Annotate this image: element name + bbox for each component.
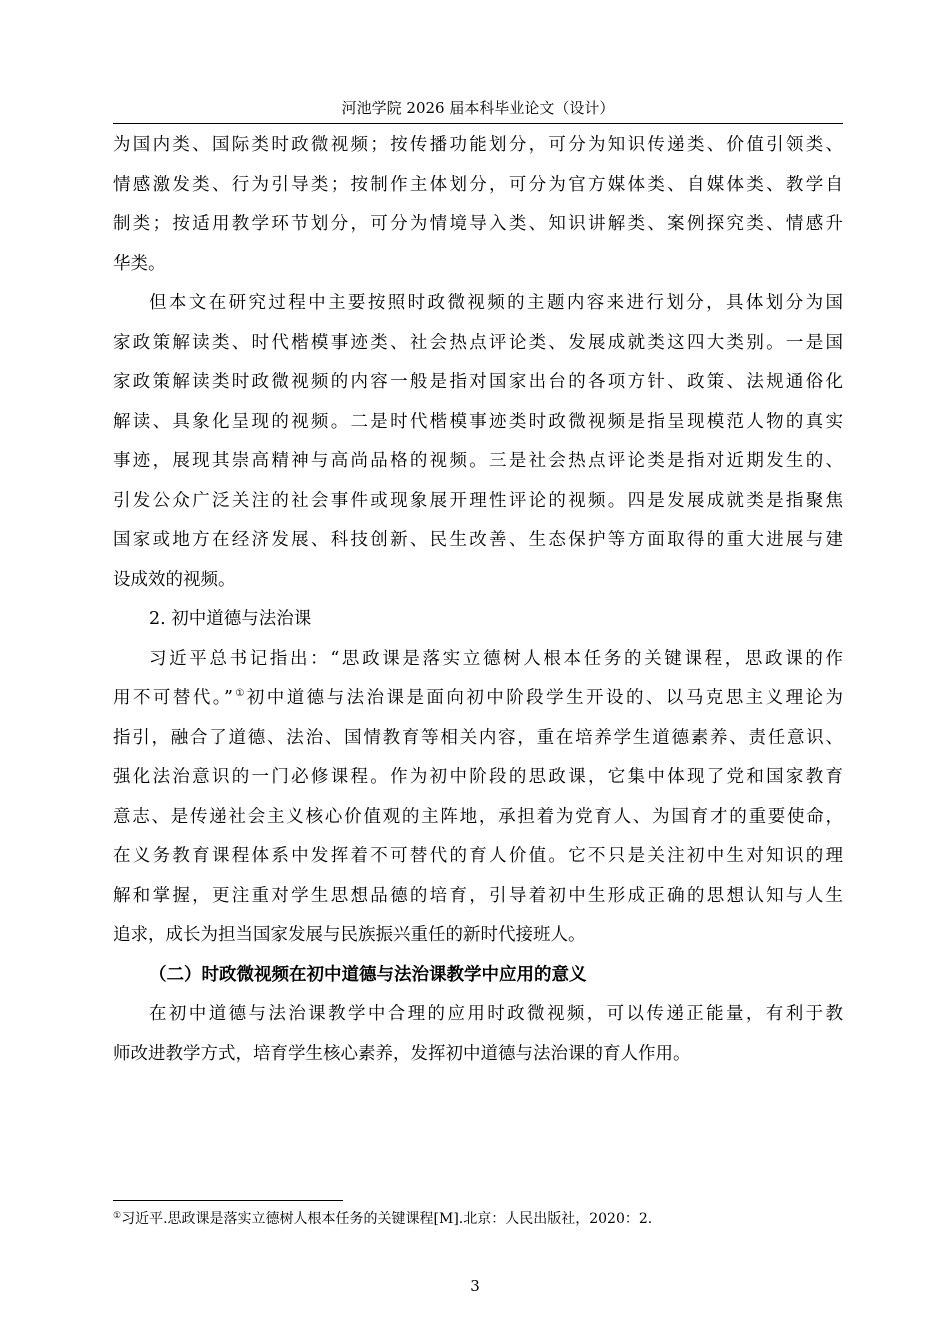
- text-line: 习近平总书记指出：“思政课是落实立德树人根本任务的关键课程，思政课的作: [149, 648, 843, 669]
- text-segment: 用不可替代。”: [113, 688, 233, 708]
- footnote-marker: ①: [113, 1211, 122, 1221]
- page-number: 3: [470, 1277, 480, 1295]
- text-line: 设成效的视频。: [113, 569, 236, 590]
- text-line: 华类。: [113, 253, 166, 274]
- text-line: 国家或地方在经济发展、科技创新、民生改善、生态保护等方面取得的重大进展与建: [113, 530, 843, 550]
- text-line: 引发公众广泛关注的社会事件或现象展开理性评论的视频。四是发展成就类是指聚焦: [113, 490, 843, 511]
- text-line: 解读、具象化呈现的视频。二是时代楷模事迹类时政微视频是指呈现模范人物的真实: [113, 411, 843, 432]
- footnote-marker: ①: [232, 688, 247, 699]
- text-line: 为国内类、国际类时政微视频；按传播功能划分，可分为知识传递类、价值引领类、: [113, 135, 843, 155]
- text-line: 在义务教育课程体系中发挥着不可替代的育人价值。它不只是关注初中生对知识的理: [113, 846, 843, 866]
- text-line: 解和掌握，更注重对学生思想品德的培育，引导着初中生形成正确的思想认知与人生: [113, 885, 843, 906]
- text-line: 家政策解读类时政微视频的内容一般是指对国家出台的各项方针、政策、法规通俗化: [113, 372, 843, 392]
- page-header: 河池学院 2026 届本科毕业论文（设计）: [341, 99, 615, 117]
- footnote: [113, 1209, 652, 1229]
- header-rule: [113, 123, 843, 124]
- section-heading: （二）时政微视频在初中道德与法治课教学中应用的意义: [149, 964, 587, 985]
- text-line: 指引，融合了道德、法治、国情教育等相关内容，重在培养学生道德素养、责任意识、: [113, 727, 843, 748]
- text-line-with-footnote: [113, 679, 843, 719]
- text-segment: 初中道德与法治课是面向初中阶段学生开设的、以马克思主义理论为: [246, 688, 843, 708]
- text-line: 但本文在研究过程中主要按照时政微视频的主题内容来进行划分，具体划分为国: [149, 293, 843, 313]
- text-line: 制类；按适用教学环节划分，可分为情境导入类、知识讲解类、案例探究类、情感升: [113, 214, 843, 234]
- text-line: 强化法治意识的一门必修课程。作为初中阶段的思政课，它集中体现了党和国家教育: [113, 767, 843, 787]
- footnote-rule: [113, 1200, 343, 1201]
- text-line: 事迹，展现其崇高精神与高尚品格的视频。三是社会热点评论类是指对近期发生的、: [113, 451, 843, 471]
- text-line: 家政策解读类、时代楷模事迹类、社会热点评论类、发展成就类这四大类别。一是国: [113, 332, 843, 353]
- text-line: 意志、是传递社会主义核心价值观的主阵地，承担着为党育人、为国育才的重要使命，: [113, 806, 843, 827]
- footnote-text: 习近平.思政课是落实立德树人根本任务的关键课程[M].北京：人民出版社，2020：2.: [121, 1211, 653, 1227]
- text-line: 师改进教学方式，培育学生核心素养，发挥初中道德与法治课的育人作用。: [113, 1043, 691, 1064]
- text-line: 情感激发类、行为引导类；按制作主体划分，可分为官方媒体类、自媒体类、教学自: [113, 174, 843, 195]
- text-line: 追求，成长为担当国家发展与民族振兴重任的新时代接班人。: [113, 925, 586, 945]
- body-text: [113, 126, 843, 1074]
- text-line: 在初中道德与法治课教学中合理的应用时政微视频，可以传递正能量，有利于教: [149, 1004, 843, 1024]
- section-subheading: 2. 初中道德与法治课: [149, 609, 312, 629]
